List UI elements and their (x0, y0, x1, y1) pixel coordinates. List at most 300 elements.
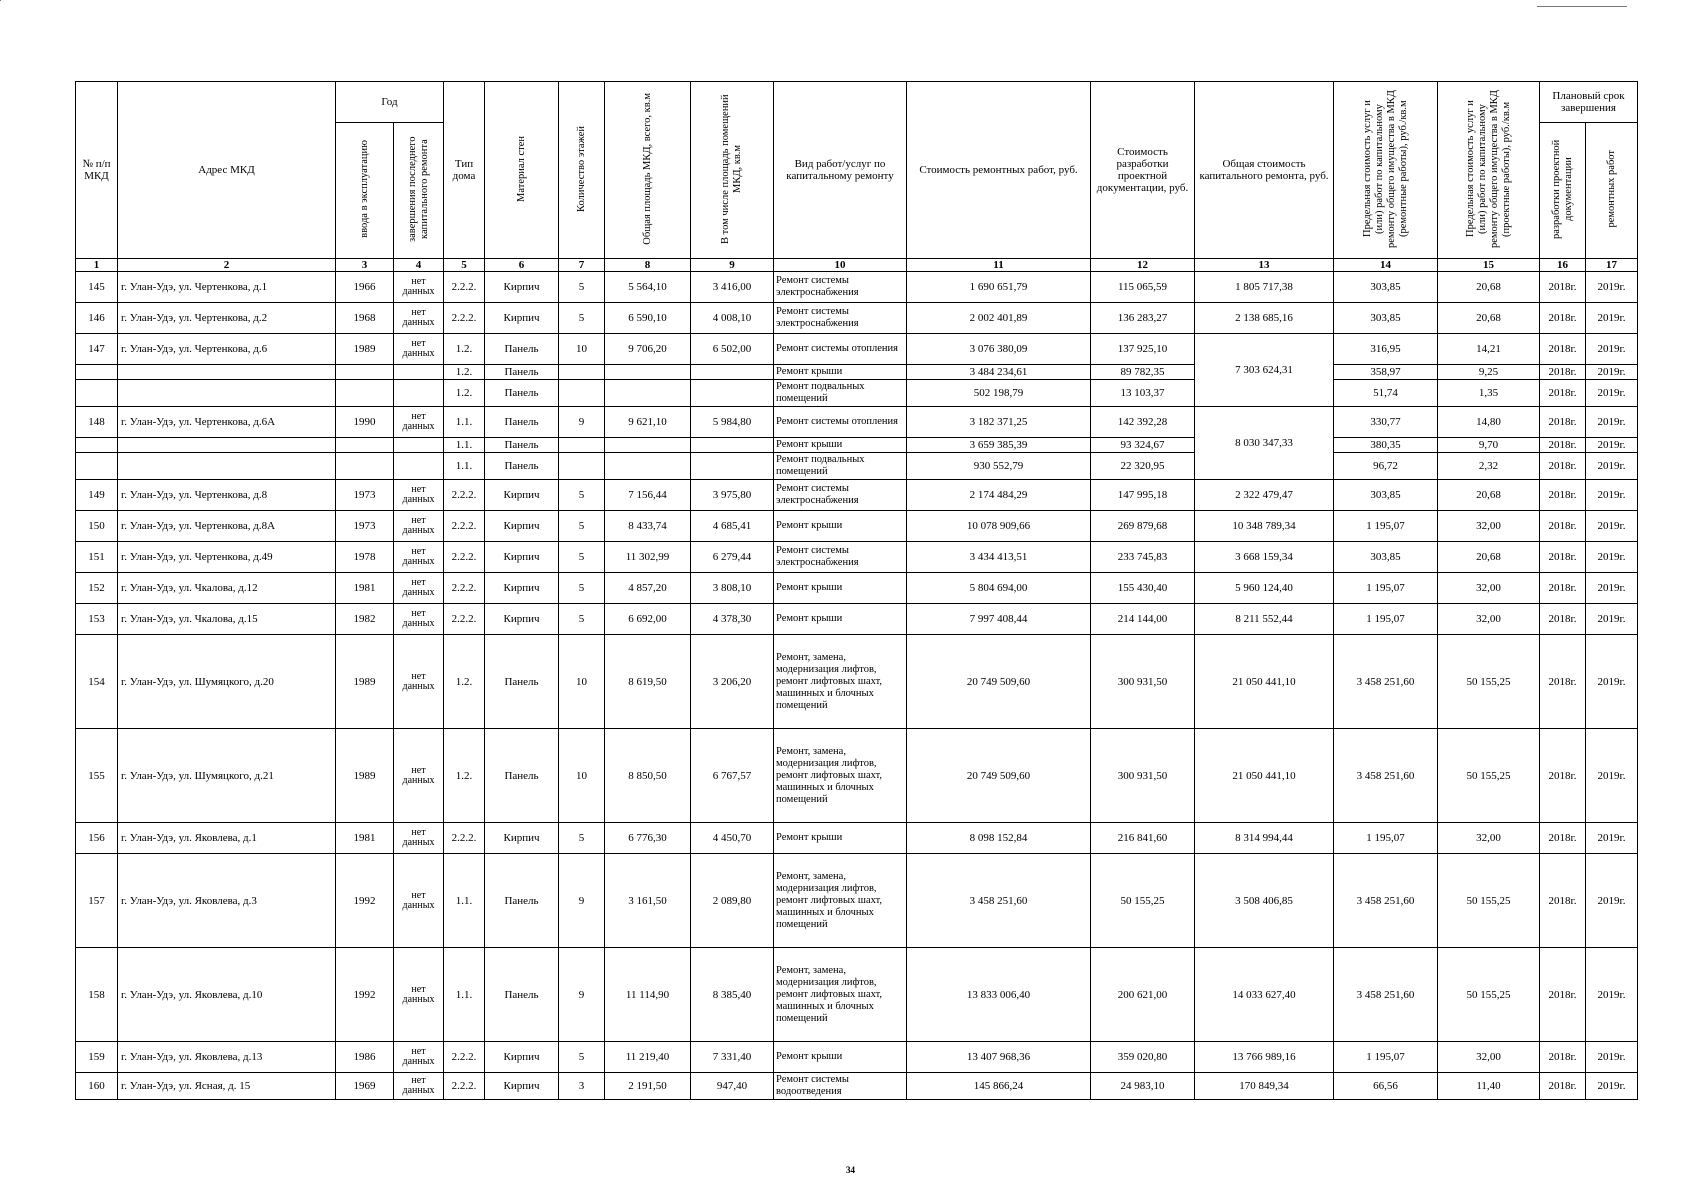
total-area: 11 114,90 (605, 948, 691, 1042)
house-type: 1.1. (444, 453, 485, 480)
deadline-design: 2018г. (1540, 635, 1586, 729)
year-last-repair: нет данных (394, 334, 444, 365)
total-cost: 21 050 441,10 (1195, 729, 1334, 823)
work-type: Ремонт системы электроснабжения (774, 480, 907, 511)
address-cell (118, 453, 336, 480)
premises-area: 4 008,10 (691, 303, 774, 334)
year-last-repair: нет данных (394, 1073, 444, 1100)
table-row (76, 948, 1638, 1042)
wall-material: Панель (485, 729, 559, 823)
year-last-repair: нет данных (394, 272, 444, 303)
design-cost: 269 879,68 (1091, 511, 1195, 542)
design-cost: 13 103,37 (1091, 380, 1195, 407)
design-cost: 89 782,35 (1091, 365, 1195, 380)
work-type: Ремонт крыши (774, 604, 907, 635)
total-cost: 3 508 406,85 (1195, 854, 1334, 948)
limit-design: 11,40 (1438, 1073, 1540, 1100)
row-number (76, 453, 118, 480)
floors (559, 438, 605, 453)
design-cost: 200 621,00 (1091, 948, 1195, 1042)
deadline-design: 2018г. (1540, 380, 1586, 407)
row-number: 155 (76, 729, 118, 823)
year-commission (336, 453, 394, 480)
table-row (76, 365, 1638, 380)
total-cost: 1 805 717,38 (1195, 272, 1334, 303)
capital-repair-table (75, 81, 1638, 1100)
total-area: 8 850,50 (605, 729, 691, 823)
limit-repair: 1 195,07 (1334, 511, 1438, 542)
year-last-repair: нет данных (394, 604, 444, 635)
work-type: Ремонт системы электроснабжения (774, 542, 907, 573)
limit-design: 20,68 (1438, 480, 1540, 511)
premises-area: 8 385,40 (691, 948, 774, 1042)
limit-repair: 3 458 251,60 (1334, 635, 1438, 729)
table-row (76, 334, 1638, 365)
limit-design: 20,68 (1438, 542, 1540, 573)
total-area: 5 564,10 (605, 272, 691, 303)
year-commission: 1981 (336, 573, 394, 604)
table-header (76, 82, 1638, 272)
column-number: 13 (1195, 259, 1334, 272)
deadline-repair: 2019г. (1586, 511, 1638, 542)
year-last-repair (394, 380, 444, 407)
work-type: Ремонт крыши (774, 573, 907, 604)
deadline-repair: 2019г. (1586, 1073, 1638, 1100)
total-cost: 10 348 789,34 (1195, 511, 1334, 542)
deadline-design: 2018г. (1540, 438, 1586, 453)
work-type: Ремонт крыши (774, 511, 907, 542)
house-type: 1.2. (444, 365, 485, 380)
repair-cost: 13 407 968,36 (907, 1042, 1091, 1073)
table-body (76, 272, 1638, 1100)
deadline-design: 2018г. (1540, 823, 1586, 854)
limit-repair: 1 195,07 (1334, 573, 1438, 604)
deadline-design: 2018г. (1540, 604, 1586, 635)
design-cost: 136 283,27 (1091, 303, 1195, 334)
repair-cost: 3 484 234,61 (907, 365, 1091, 380)
header-design-cost: Стоимость разработки проектной документации, руб. (1091, 82, 1195, 259)
repair-cost: 20 749 509,60 (907, 729, 1091, 823)
limit-design: 9,70 (1438, 438, 1540, 453)
year-commission: 1978 (336, 542, 394, 573)
house-type: 2.2.2. (444, 542, 485, 573)
year-last-repair (394, 453, 444, 480)
year-commission: 1990 (336, 407, 394, 438)
header-limit-repair: Предельная стоимость услуг и (или) работ по капитальному ремонту общего имущества в МКД (ремонтные работы), руб./кв.м (1334, 82, 1438, 259)
wall-material: Панель (485, 365, 559, 380)
address-cell: г. Улан-Удэ, ул. Яковлева, д.13 (118, 1042, 336, 1073)
premises-area: 4 378,30 (691, 604, 774, 635)
year-commission: 1982 (336, 604, 394, 635)
deadline-design: 2018г. (1540, 407, 1586, 438)
wall-material: Кирпич (485, 511, 559, 542)
deadline-design: 2018г. (1540, 948, 1586, 1042)
house-type: 2.2.2. (444, 480, 485, 511)
limit-design: 50 155,25 (1438, 635, 1540, 729)
wall-material: Кирпич (485, 480, 559, 511)
limit-repair: 303,85 (1334, 480, 1438, 511)
deadline-repair: 2019г. (1586, 365, 1638, 380)
premises-area (691, 380, 774, 407)
premises-area: 3 206,20 (691, 635, 774, 729)
limit-repair: 358,97 (1334, 365, 1438, 380)
total-cost: 8 211 552,44 (1195, 604, 1334, 635)
column-number: 7 (559, 259, 605, 272)
floors: 5 (559, 480, 605, 511)
header-total-cost: Общая стоимость капитального ремонта, руб. (1195, 82, 1334, 259)
deadline-repair: 2019г. (1586, 438, 1638, 453)
deadline-design: 2018г. (1540, 480, 1586, 511)
header-floors: Количество этажей (559, 82, 605, 259)
total-area (605, 453, 691, 480)
house-type: 2.2.2. (444, 303, 485, 334)
deadline-repair: 2019г. (1586, 480, 1638, 511)
wall-material: Кирпич (485, 1073, 559, 1100)
header-work-type: Вид работ/услуг по капитальному ремонту (774, 82, 907, 259)
house-type: 1.1. (444, 438, 485, 453)
repair-cost: 20 749 509,60 (907, 635, 1091, 729)
column-number: 12 (1091, 259, 1195, 272)
address-cell: г. Улан-Удэ, ул. Чертенкова, д.8А (118, 511, 336, 542)
total-area: 4 857,20 (605, 573, 691, 604)
work-type: Ремонт подвальных помещений (774, 453, 907, 480)
table-row (76, 407, 1638, 438)
total-cost: 8 030 347,33 (1195, 407, 1334, 480)
column-number: 3 (336, 259, 394, 272)
design-cost: 233 745,83 (1091, 542, 1195, 573)
year-last-repair: нет данных (394, 480, 444, 511)
address-cell: г. Улан-Удэ, ул. Чертенкова, д.6А (118, 407, 336, 438)
header-deadline-group: Плановый срок завершения (1540, 82, 1638, 123)
floors: 9 (559, 854, 605, 948)
limit-repair: 303,85 (1334, 303, 1438, 334)
total-area: 7 156,44 (605, 480, 691, 511)
page-number: 34 (846, 1165, 855, 1175)
table-row (76, 1073, 1638, 1100)
year-commission: 1968 (336, 303, 394, 334)
address-cell: г. Улан-Удэ, ул. Яковлева, д.3 (118, 854, 336, 948)
premises-area: 3 808,10 (691, 573, 774, 604)
header-year-commission: ввода в эксплуатацию (336, 123, 394, 259)
address-cell (118, 380, 336, 407)
deadline-design: 2018г. (1540, 453, 1586, 480)
total-area: 9 706,20 (605, 334, 691, 365)
design-cost: 93 324,67 (1091, 438, 1195, 453)
floors: 10 (559, 635, 605, 729)
limit-repair: 303,85 (1334, 542, 1438, 573)
deadline-repair: 2019г. (1586, 380, 1638, 407)
deadline-design: 2018г. (1540, 854, 1586, 948)
deadline-repair: 2019г. (1586, 407, 1638, 438)
row-number: 157 (76, 854, 118, 948)
table-row (76, 272, 1638, 303)
column-number: 15 (1438, 259, 1540, 272)
column-number: 5 (444, 259, 485, 272)
limit-design: 20,68 (1438, 303, 1540, 334)
floors: 5 (559, 542, 605, 573)
column-number: 11 (907, 259, 1091, 272)
floors: 9 (559, 948, 605, 1042)
total-cost: 13 766 989,16 (1195, 1042, 1334, 1073)
deadline-design: 2018г. (1540, 365, 1586, 380)
floors: 10 (559, 334, 605, 365)
header-deadline-repair: ремонтных работ (1586, 123, 1638, 259)
deadline-repair: 2019г. (1586, 303, 1638, 334)
limit-design: 50 155,25 (1438, 854, 1540, 948)
limit-design: 50 155,25 (1438, 948, 1540, 1042)
column-number: 2 (118, 259, 336, 272)
row-number (76, 380, 118, 407)
header-year-group: Год (336, 82, 444, 123)
house-type: 2.2.2. (444, 1073, 485, 1100)
repair-cost: 3 182 371,25 (907, 407, 1091, 438)
work-type: Ремонт крыши (774, 365, 907, 380)
wall-material: Панель (485, 635, 559, 729)
premises-area: 2 089,80 (691, 854, 774, 948)
premises-area: 6 279,44 (691, 542, 774, 573)
table-row (76, 303, 1638, 334)
deadline-design: 2018г. (1540, 334, 1586, 365)
limit-repair: 51,74 (1334, 380, 1438, 407)
work-type: Ремонт крыши (774, 438, 907, 453)
wall-material: Кирпич (485, 1042, 559, 1073)
floors: 3 (559, 1073, 605, 1100)
design-cost: 214 144,00 (1091, 604, 1195, 635)
row-number: 154 (76, 635, 118, 729)
total-cost: 14 033 627,40 (1195, 948, 1334, 1042)
deadline-repair: 2019г. (1586, 604, 1638, 635)
table-row (76, 823, 1638, 854)
deadline-design: 2018г. (1540, 272, 1586, 303)
house-type: 2.2.2. (444, 604, 485, 635)
limit-repair: 3 458 251,60 (1334, 729, 1438, 823)
repair-cost: 7 997 408,44 (907, 604, 1091, 635)
year-last-repair: нет данных (394, 1042, 444, 1073)
year-commission: 1989 (336, 729, 394, 823)
year-last-repair: нет данных (394, 729, 444, 823)
total-area: 6 776,30 (605, 823, 691, 854)
deadline-design: 2018г. (1540, 573, 1586, 604)
capital-repair-table-sheet (75, 81, 1637, 1100)
year-last-repair: нет данных (394, 823, 444, 854)
year-commission: 1992 (336, 854, 394, 948)
repair-cost: 3 076 380,09 (907, 334, 1091, 365)
repair-cost: 3 458 251,60 (907, 854, 1091, 948)
floors: 5 (559, 604, 605, 635)
work-type: Ремонт, замена, модернизация лифтов, ремонт лифтовых шахт, машинных и блочных помещений (774, 729, 907, 823)
wall-material: Панель (485, 948, 559, 1042)
header-premises-area: В том числе площадь помещений МКД, кв.м (691, 82, 774, 259)
design-cost: 216 841,60 (1091, 823, 1195, 854)
wall-material: Кирпич (485, 604, 559, 635)
house-type: 1.2. (444, 635, 485, 729)
row-number: 147 (76, 334, 118, 365)
address-cell: г. Улан-Удэ, ул. Чкалова, д.12 (118, 573, 336, 604)
address-cell: г. Улан-Удэ, ул. Чертенкова, д.8 (118, 480, 336, 511)
year-last-repair: нет данных (394, 635, 444, 729)
year-commission: 1989 (336, 334, 394, 365)
row-number: 152 (76, 573, 118, 604)
limit-repair: 303,85 (1334, 272, 1438, 303)
limit-design: 14,21 (1438, 334, 1540, 365)
limit-repair: 3 458 251,60 (1334, 854, 1438, 948)
deadline-repair: 2019г. (1586, 272, 1638, 303)
floors: 5 (559, 823, 605, 854)
limit-design: 32,00 (1438, 823, 1540, 854)
premises-area: 3 416,00 (691, 272, 774, 303)
house-type: 2.2.2. (444, 823, 485, 854)
table-row (76, 438, 1638, 453)
design-cost: 115 065,59 (1091, 272, 1195, 303)
deadline-design: 2018г. (1540, 729, 1586, 823)
row-number (76, 365, 118, 380)
limit-repair: 380,35 (1334, 438, 1438, 453)
total-area (605, 380, 691, 407)
total-cost: 5 960 124,40 (1195, 573, 1334, 604)
floors: 10 (559, 729, 605, 823)
repair-cost: 8 098 152,84 (907, 823, 1091, 854)
premises-area: 6 767,57 (691, 729, 774, 823)
deadline-design: 2018г. (1540, 511, 1586, 542)
column-number: 16 (1540, 259, 1586, 272)
work-type: Ремонт системы электроснабжения (774, 303, 907, 334)
limit-repair: 1 195,07 (1334, 604, 1438, 635)
design-cost: 50 155,25 (1091, 854, 1195, 948)
deadline-design: 2018г. (1540, 303, 1586, 334)
year-commission (336, 380, 394, 407)
premises-area: 7 331,40 (691, 1042, 774, 1073)
deadline-repair: 2019г. (1586, 635, 1638, 729)
limit-repair: 66,56 (1334, 1073, 1438, 1100)
address-cell (118, 438, 336, 453)
address-cell: г. Улан-Удэ, ул. Яковлева, д.1 (118, 823, 336, 854)
column-number: 10 (774, 259, 907, 272)
floors: 5 (559, 573, 605, 604)
row-number: 156 (76, 823, 118, 854)
limit-design: 32,00 (1438, 511, 1540, 542)
column-number-row (76, 259, 1638, 272)
total-area: 11 302,99 (605, 542, 691, 573)
year-commission: 1973 (336, 511, 394, 542)
floors: 5 (559, 303, 605, 334)
row-number: 151 (76, 542, 118, 573)
work-type: Ремонт крыши (774, 1042, 907, 1073)
wall-material: Панель (485, 380, 559, 407)
total-cost: 21 050 441,10 (1195, 635, 1334, 729)
header-total-area: Общая площадь МКД, всего, кв.м (605, 82, 691, 259)
year-last-repair: нет данных (394, 573, 444, 604)
address-cell: г. Улан-Удэ, ул. Ясная, д. 15 (118, 1073, 336, 1100)
row-number: 149 (76, 480, 118, 511)
repair-cost: 10 078 909,66 (907, 511, 1091, 542)
limit-repair: 1 195,07 (1334, 1042, 1438, 1073)
design-cost: 22 320,95 (1091, 453, 1195, 480)
deadline-repair: 2019г. (1586, 729, 1638, 823)
table-row (76, 511, 1638, 542)
row-number (76, 438, 118, 453)
row-number: 148 (76, 407, 118, 438)
total-cost: 2 322 479,47 (1195, 480, 1334, 511)
row-number: 153 (76, 604, 118, 635)
house-type: 2.2.2. (444, 511, 485, 542)
deadline-design: 2018г. (1540, 1073, 1586, 1100)
total-cost: 170 849,34 (1195, 1073, 1334, 1100)
column-number: 6 (485, 259, 559, 272)
year-commission: 1986 (336, 1042, 394, 1073)
limit-repair: 96,72 (1334, 453, 1438, 480)
table-row (76, 453, 1638, 480)
year-last-repair: нет данных (394, 948, 444, 1042)
wall-material: Панель (485, 334, 559, 365)
limit-design: 9,25 (1438, 365, 1540, 380)
total-area: 2 191,50 (605, 1073, 691, 1100)
limit-design: 50 155,25 (1438, 729, 1540, 823)
limit-repair: 1 195,07 (1334, 823, 1438, 854)
floors: 5 (559, 511, 605, 542)
year-commission: 1966 (336, 272, 394, 303)
total-cost: 2 138 685,16 (1195, 303, 1334, 334)
deadline-design: 2018г. (1540, 542, 1586, 573)
total-cost: 7 303 624,31 (1195, 334, 1334, 407)
premises-area: 5 984,80 (691, 407, 774, 438)
wall-material: Панель (485, 438, 559, 453)
work-type: Ремонт системы отопления (774, 334, 907, 365)
repair-cost: 13 833 006,40 (907, 948, 1091, 1042)
table-row (76, 542, 1638, 573)
limit-repair: 3 458 251,60 (1334, 948, 1438, 1042)
repair-cost: 2 174 484,29 (907, 480, 1091, 511)
year-last-repair: нет данных (394, 854, 444, 948)
house-type: 2.2.2. (444, 1042, 485, 1073)
table-row (76, 854, 1638, 948)
address-cell: г. Улан-Удэ, ул. Чертенкова, д.1 (118, 272, 336, 303)
year-last-repair: нет данных (394, 511, 444, 542)
deadline-repair: 2019г. (1586, 542, 1638, 573)
wall-material: Кирпич (485, 573, 559, 604)
wall-material: Кирпич (485, 303, 559, 334)
wall-material: Панель (485, 407, 559, 438)
premises-area: 947,40 (691, 1073, 774, 1100)
work-type: Ремонт системы водоотведения (774, 1073, 907, 1100)
row-number: 146 (76, 303, 118, 334)
table-row (76, 1042, 1638, 1073)
deadline-design: 2018г. (1540, 1042, 1586, 1073)
row-number: 150 (76, 511, 118, 542)
work-type: Ремонт крыши (774, 823, 907, 854)
header-repair-cost: Стоимость ремонтных работ, руб. (907, 82, 1091, 259)
design-cost: 300 931,50 (1091, 635, 1195, 729)
column-number: 4 (394, 259, 444, 272)
design-cost: 300 931,50 (1091, 729, 1195, 823)
address-cell: г. Улан-Удэ, ул. Шумяцкого, д.21 (118, 729, 336, 823)
total-cost: 3 668 159,34 (1195, 542, 1334, 573)
column-number: 9 (691, 259, 774, 272)
total-cost: 8 314 994,44 (1195, 823, 1334, 854)
table-row (76, 604, 1638, 635)
repair-cost: 5 804 694,00 (907, 573, 1091, 604)
total-area: 6 590,10 (605, 303, 691, 334)
work-type: Ремонт системы отопления (774, 407, 907, 438)
deadline-repair: 2019г. (1586, 1042, 1638, 1073)
work-type: Ремонт системы электроснабжения (774, 272, 907, 303)
house-type: 1.2. (444, 729, 485, 823)
year-commission: 1981 (336, 823, 394, 854)
wall-material: Панель (485, 854, 559, 948)
row-number: 160 (76, 1073, 118, 1100)
header-wall-material: Материал стен (485, 82, 559, 259)
year-commission (336, 365, 394, 380)
address-cell: г. Улан-Удэ, ул. Шумяцкого, д.20 (118, 635, 336, 729)
